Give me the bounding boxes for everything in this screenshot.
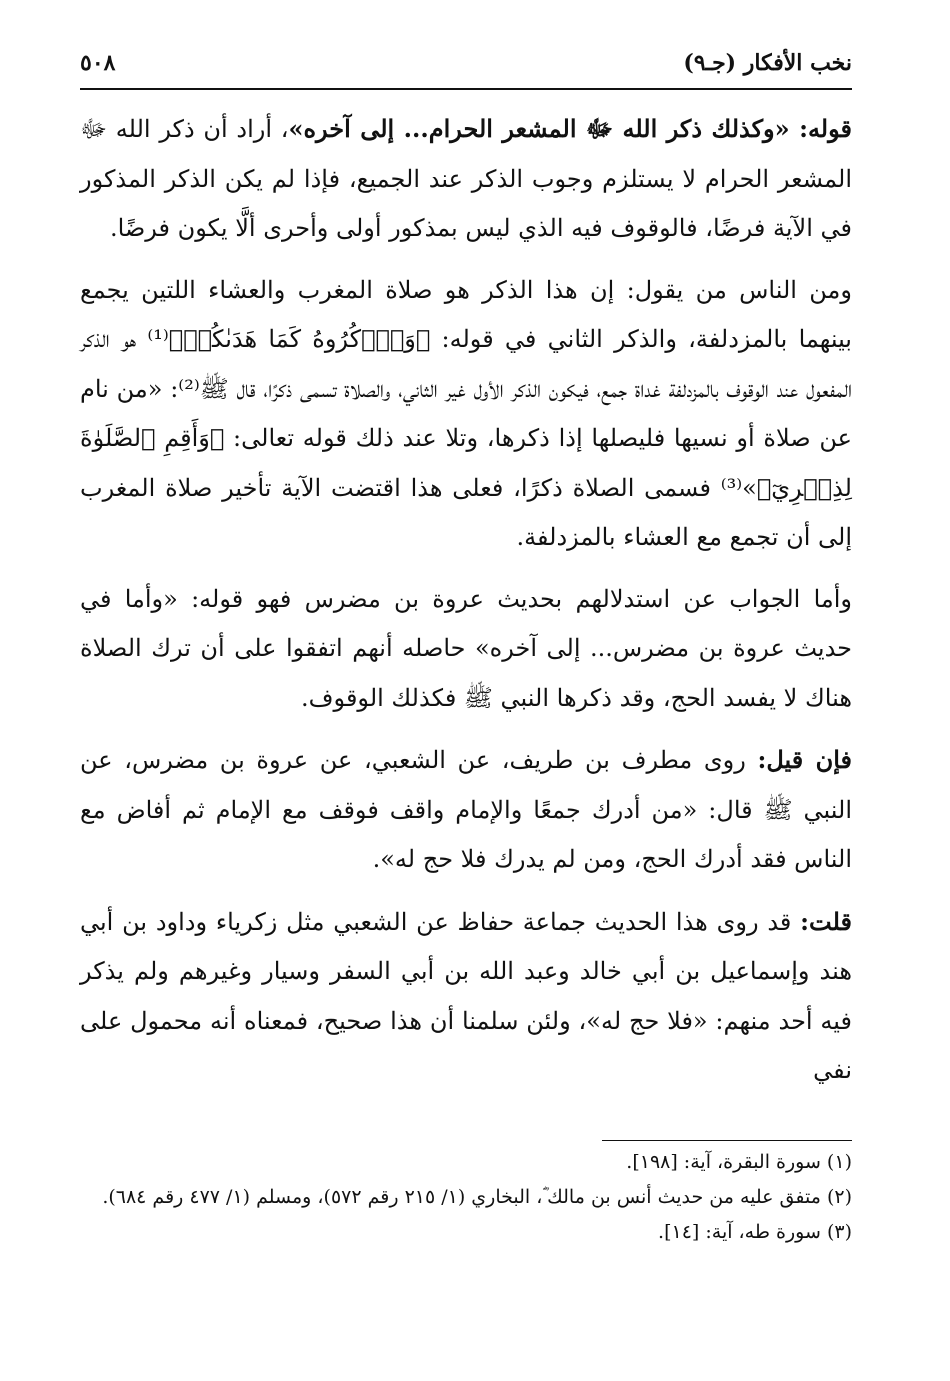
page-number: ٥٠٨ bbox=[80, 50, 116, 76]
paragraph-lead: قلت: bbox=[800, 906, 852, 936]
footnote: (٣) سورة طه، آية: [١٤]. bbox=[658, 1221, 852, 1243]
footnote: (٢) متفق عليه من حديث أنس بن مالك ؓ، البخاري (١/ ٢١٥ رقم ٥٧٢)، ومسلم (١/ ٤٧٧ رقم ٦٨٤). bbox=[102, 1186, 852, 1208]
main-text bbox=[80, 104, 852, 1108]
paragraph-lead: فإن قيل: bbox=[757, 745, 853, 774]
paragraph-text: وأما الجواب عن استدلالهم بحديث عروة بن مضرس فهو قوله: «وأما في حديث عروة بن مضرس... إلى آخره» حاصله أنهم اتفقوا على أن ترك الصلاة هناك لا يفسد الحج، وقد ذكرها النبي ﷺ فكذلك الوقوف. bbox=[80, 584, 852, 712]
paragraph bbox=[80, 104, 852, 254]
paragraph bbox=[80, 897, 852, 1096]
footnotes bbox=[80, 1146, 852, 1251]
paragraph bbox=[80, 735, 852, 885]
book-title: نخب الأفكار (جـ٩) bbox=[683, 50, 852, 76]
header-divider bbox=[80, 88, 852, 90]
paragraph-text: روى مطرف بن طريف، عن الشعبي، عن عروة بن مضرس، عن النبي ﷺ قال: «من أدرك جمعًا والإمام واقف فوقف مع الإمام ثم أفاض مع الناس فقد أدرك الحج، ومن لم يدرك فلا حج له». bbox=[80, 746, 853, 873]
paragraph bbox=[80, 266, 852, 563]
footnote: (١) سورة البقرة، آية: [١٩٨]. bbox=[626, 1151, 852, 1173]
paragraph-text: ومن الناس من يقول: إن هذا الذكر هو صلاة المغرب والعشاء اللتين يجمع بينهما بالمزدلفة، والذكر الثاني في قوله: ﴿وَٱذۡكُرُوهُ كَمَا هَدَىٰكُمۡ﴾⁽¹⁾ هو الذكر المفعول عند الوقوف بالمزدلفة غداة جمع، فيكون الذكر الأول غير الثاني، والصلاة تسمى ذكرًا، قال ﷺ⁽²⁾: «من نام عن صلاة أو نسيها فليصلها إذا ذكرها، وتلا عند ذلك قوله تعالى: ﴿وَأَقِمِ ٱلصَّلَوٰةَ لِذِكۡرِيٓ﴾»⁽³⁾ فسمى الصلاة ذكرًا، فعلى هذا اقتضت الآية تأخير صلاة المغرب إلى أن تجمع مع العشاء بالمزدلفة. bbox=[80, 275, 852, 551]
paragraph-text: قد روى هذا الحديث جماعة حفاظ عن الشعبي مثل زكرياء وداود بن أبي هند وإسماعيل بن أبي خالد وعبد الله بن أبي السفر وسيار وغيرهم ولم يذكر فيه أحد منهم: «فلا حج له»، ولئن سلمنا أن هذا صحيح، فمعناه أنه محمول على نفي bbox=[80, 907, 853, 1084]
footnote-divider bbox=[602, 1140, 852, 1141]
paragraph-text: ، أراد أن ذكر الله ﷻ المشعر الحرام لا يستلزم وجوب الذكر عند الجميع، فإذا لم يكن الذكر المذكور في الآية فرضًا، فالوقوف فيه الذي ليس بمذكور أولى وأحرى ألَّا يكون فرضًا. bbox=[80, 115, 852, 242]
page-header bbox=[80, 42, 852, 84]
paragraph-lead: قوله: «وكذلك ذكر الله ﷻ المشعر الحرام... إلى آخره» bbox=[288, 114, 852, 143]
paragraph bbox=[80, 575, 852, 724]
